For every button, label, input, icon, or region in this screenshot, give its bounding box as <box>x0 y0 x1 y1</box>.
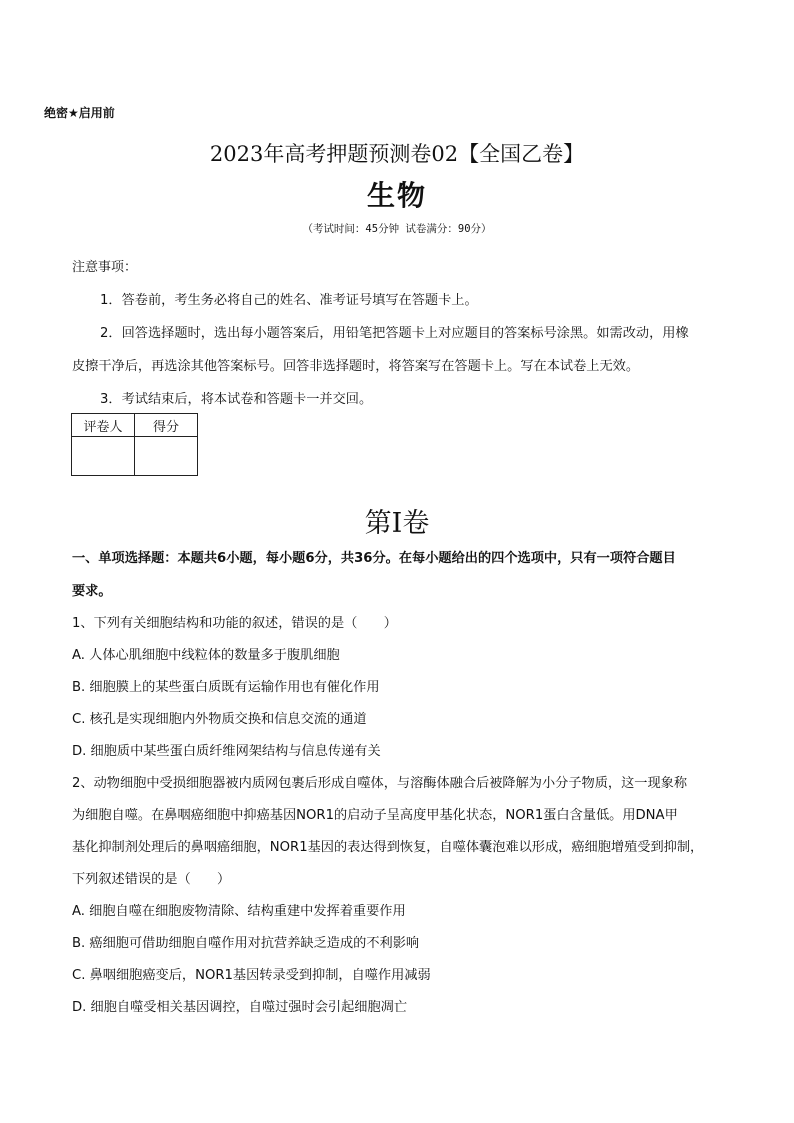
score-table <box>71 413 198 476</box>
question-1-option-a: A. 人体心肌细胞中线粒体的数量多于腹肌细胞 <box>72 648 340 663</box>
score-table-score-cell <box>135 437 198 476</box>
question-2-option-d: D. 细胞自噬受相关基因调控，自噬过强时会引起细胞凋亡 <box>72 1000 408 1015</box>
question-1-stem: 1、下列有关细胞结构和功能的叙述，错误的是（ ） <box>72 616 397 631</box>
question-2-stem-line-3: 基化抑制剂处理后的鼻咽癌细胞，NOR1基因的表达得到恢复，自噬体囊泡难以形成，癌细胞增殖受到抑制， <box>72 840 704 855</box>
question-2-stem-line-2: 为细胞自噬。在鼻咽癌细胞中抑癌基因NOR1的启动子呈高度甲基化状态，NOR1蛋白含量低。用DNA甲 <box>72 808 678 823</box>
question-1-option-b: B. 细胞膜上的某些蛋白质既有运输作用也有催化作用 <box>72 680 380 695</box>
score-table-score-header: 得分 <box>135 414 198 437</box>
question-2-stem-line-1: 2、动物细胞中受损细胞器被内质网包裹后形成自噬体，与溶酶体融合后被降解为小分子物质，这一现象称 <box>72 776 688 791</box>
notes-item-1: 1．答卷前，考生务必将自己的姓名、准考证号填写在答题卡上。 <box>100 293 478 308</box>
section-instruction-line-1: 一、单项选择题：本题共6小题，每小题6分，共36分。在每小题给出的四个选项中，只有一项符合题目 <box>72 551 676 566</box>
score-table-grader-cell <box>72 437 135 476</box>
exam-title: 2023年高考押题预测卷02【全国乙卷】 <box>209 142 585 166</box>
question-2-option-a: A. 细胞自噬在细胞废物清除、结构重建中发挥着重要作用 <box>72 904 406 919</box>
confidential-label: 绝密★启用前 <box>44 106 115 120</box>
question-1-option-c: C. 核孔是实现细胞内外物质交换和信息交流的通道 <box>72 712 367 727</box>
notes-item-2-line-1: 2．回答选择题时，选出每小题答案后，用铅笔把答题卡上对应题目的答案标号涂黑。如需改动，用橡 <box>100 326 689 341</box>
exam-info: （考试时间：45分钟 试卷满分：90分） <box>302 223 492 235</box>
question-2-option-b: B. 癌细胞可借助细胞自噬作用对抗营养缺乏造成的不利影响 <box>72 936 420 951</box>
notes-item-3: 3．考试结束后，将本试卷和答题卡一并交回。 <box>100 392 373 407</box>
question-1-option-d: D. 细胞质中某些蛋白质纤维网架结构与信息传递有关 <box>72 744 381 759</box>
notes-heading: 注意事项： <box>72 260 138 275</box>
section-title: 第I卷 <box>364 508 430 539</box>
score-table-grader-header: 评卷人 <box>72 414 135 437</box>
subject-title: 生物 <box>366 179 427 212</box>
section-instruction-line-2: 要求。 <box>72 584 112 599</box>
question-2-stem-line-4: 下列叙述错误的是（ ） <box>72 872 231 887</box>
question-2-option-c: C. 鼻咽细胞癌变后，NOR1基因转录受到抑制，自噬作用减弱 <box>72 968 431 983</box>
notes-item-2-line-2: 皮擦干净后，再选涂其他答案标号。回答非选择题时，将答案写在答题卡上。写在本试卷上无效。 <box>72 359 640 374</box>
